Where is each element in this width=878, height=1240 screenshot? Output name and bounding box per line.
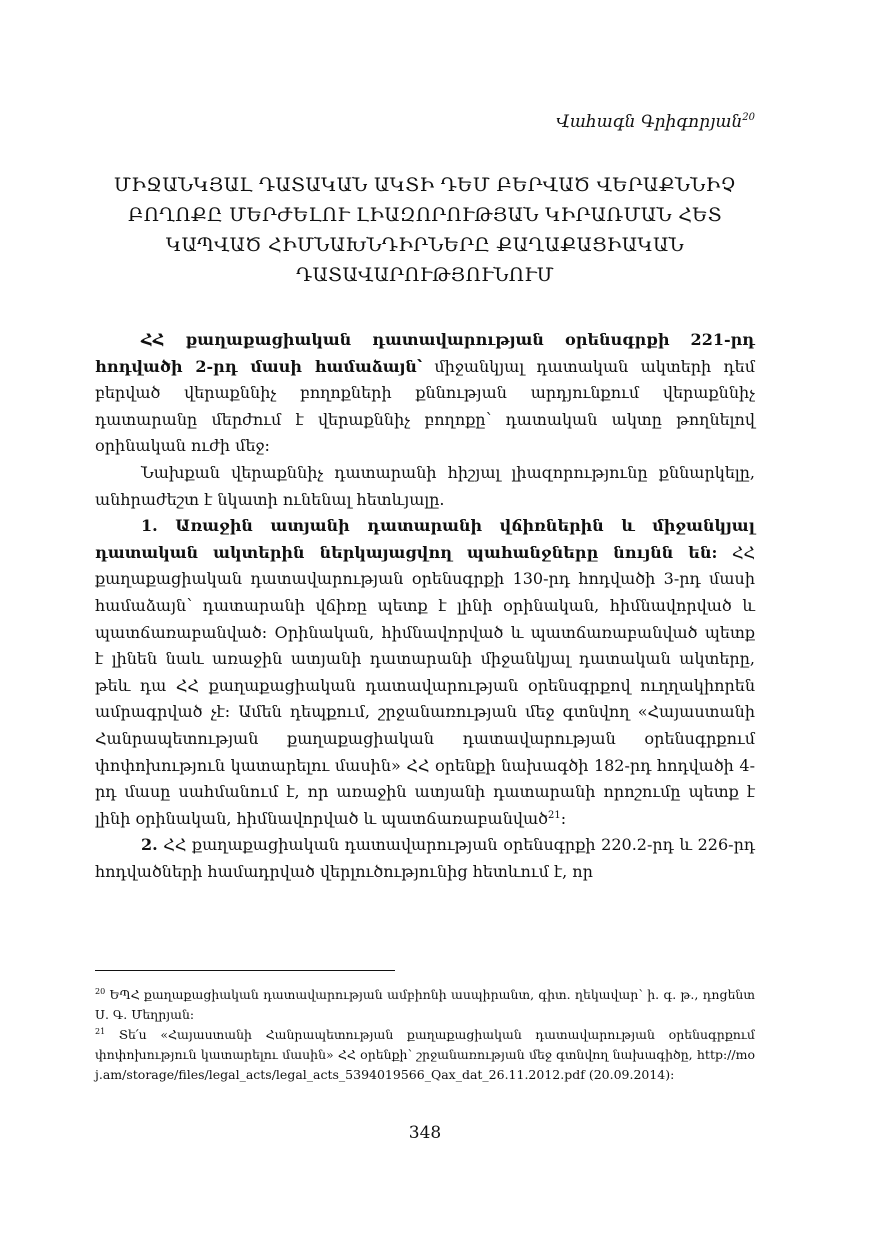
- footnote-20: [95, 985, 755, 1025]
- author-byline: [556, 112, 755, 132]
- footnote-number: 20: [95, 987, 106, 996]
- footnote-text: Տե՛ս «Հայաստանի Հանրապետության քաղաքացիական դատավարության օրենսգրքում փոփոխություն կատարելու մասին» ՀՀ օրենքի՝ շրջանառության մեջ գտնվող նախագիծը,: [95, 1027, 755, 1062]
- paragraph-lead: 1. Առաջին ատյանի դատարանի վճիռներին և միջանկյալ դատական ակտերին ներկայացվող պահանջները նույնն են:: [95, 516, 755, 562]
- footnote-21: [95, 1025, 755, 1085]
- paragraph-point-1: [95, 513, 755, 832]
- paragraph-text: ՀՀ քաղաքացիական դատավարության օրենսգրքի 220.2-րդ և 226-րդ հոդվածների համադրված վերլուծությունից հետևում է, որ: [95, 835, 755, 881]
- paragraph-lead: ՀՀ քաղաքացիական դատավարության օրենսգրքի 221-րդ հոդվածի 2-րդ մասի համաձայն՝: [95, 330, 755, 376]
- footnote-separator: [95, 970, 395, 971]
- paragraph-lead: 2.: [141, 835, 158, 855]
- paragraph-text: Նախքան վերաքննիչ դատարանի հիշյալ լիազորությունը քննարկելը, անհրաժեշտ է նկատի ունենալ հետևյալը.: [95, 462, 755, 509]
- footnote-url-link[interactable]: http://moj.am/storage/files/legal_acts/legal_acts_5394019566_Qax_dat_26.11.2012.pdf: [95, 1047, 755, 1082]
- paragraph-text: միջանկյալ դատական ակտերի դեմ բերված վերաքննիչ բողոքների քննության արդյունքում վերաքննիչ դատարանը մերժում է վերաքննիչ բողոքը՝ դատական ակտը թողնելով օրինական ուժի մեջ:: [95, 356, 756, 456]
- footnote-text: ԵՊՀ քաղաքացիական դատավարության ամբիոնի ասպիրանտ, գիտ. ղեկավար՝ ի. գ. թ., դոցենտ Ս. Գ. Մեղրյան:: [95, 987, 755, 1022]
- footnote-number: 21: [95, 1027, 106, 1036]
- paragraph-intro: [95, 327, 755, 460]
- footnote-ref-21[interactable]: 21: [547, 809, 561, 821]
- paragraph-tail: :: [560, 808, 567, 828]
- author-name: Վահագն Գրիգորյան: [556, 112, 743, 132]
- paragraph-text: ՀՀ քաղաքացիական դատավարության օրենսգրքի 130-րդ հոդվածի 3-րդ մասի համաձայն՝ դատարանի վճիռը պետք է լինի օրինական, հիմնավորված և պատճառաբանված: Օրինական, հիմնավորված և պատճառաբանված պետք է լինեն նաև առաջին ատյանի դատարանի միջանկյալ դատական ակտերը, թեև դա ՀՀ քաղաքացիական դատավարության օրենսգրքով ուղղակիորեն ամրագրված չէ: Ամեն դեպքում, շրջանառության մեջ գտնվող «Հայաստանի Հանրապետության քաղաքացիական դատավարության օրենսգրքում փոփոխություն կատարելու մասին» ՀՀ օրենքի նախագծի 182-րդ հոդվածի 4-րդ մասը սահմանում է, որ առաջին ատյանի դատարանի որոշումը պետք է լինի օրինական, հիմնավորված և պատճառաբանված: [95, 542, 755, 828]
- author-footnote-ref[interactable]: 20: [742, 112, 755, 123]
- footnotes: [95, 985, 755, 1085]
- paragraph-point-2: [95, 832, 755, 885]
- page-number: 348: [408, 1123, 442, 1143]
- paragraph-preface: [95, 460, 755, 513]
- article-body: [95, 327, 755, 885]
- article-title: [95, 170, 755, 290]
- title-line: ՄԻՋԱՆԿՅԱԼ ԴԱՏԱԿԱՆ ԱԿՏԻ ԴԵՄ ԲԵՐՎԱԾ ՎԵՐԱՔՆՆԻՉ: [113, 174, 737, 196]
- footnote-tail: (20.09.2014):: [584, 1067, 675, 1082]
- title-line: ԿԱՊՎԱԾ ՀԻՄՆԱԽՆԴԻՐՆԵՐԸ ՔԱՂԱՔԱՑԻԱԿԱՆ: [165, 234, 685, 256]
- title-line: ԲՈՂՈՔԸ ՄԵՐԺԵԼՈՒ ԼԻԱԶՈՐՈՒԹՅԱՆ ԿԻՐԱՌՄԱՆ ՀԵՏ: [127, 204, 722, 226]
- title-line: ԴԱՏԱՎԱՐՈՒԹՅՈՒՆՈՒՄ: [296, 264, 554, 286]
